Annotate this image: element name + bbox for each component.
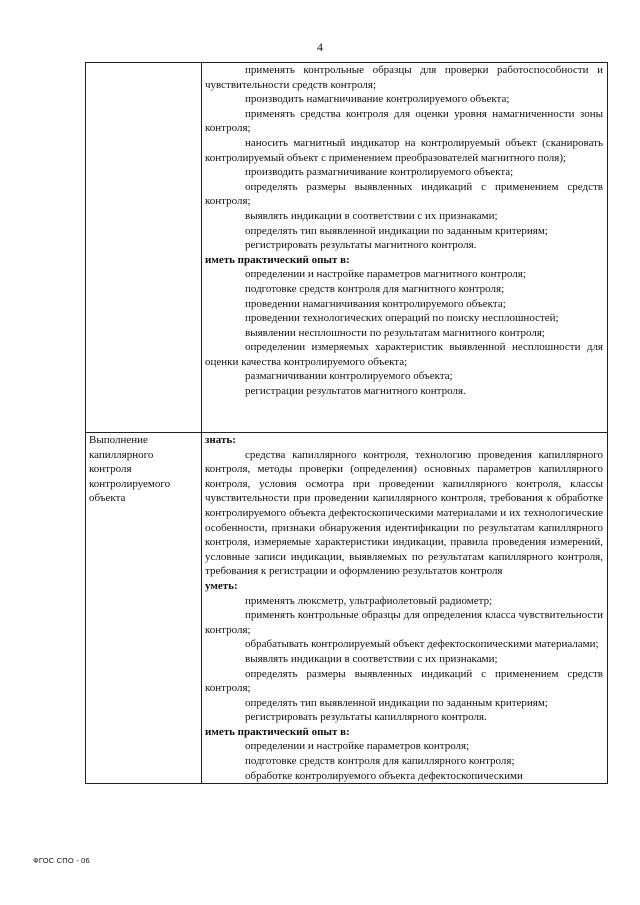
competency-table: [85, 62, 608, 784]
list-item: обработке контролируемого объекта дефектоскопическими: [245, 769, 523, 782]
row2-right-cell: [202, 433, 608, 784]
experience-heading: иметь практический опыт в:: [205, 725, 350, 738]
know-heading: знать:: [205, 434, 236, 446]
row1-right-cell: [202, 63, 608, 433]
list-item: размагничивании контролируемого объекта;: [245, 370, 453, 383]
table-row: [86, 433, 608, 784]
list-item: определять размеры выявленных индикаций с применением средств контроля;: [205, 667, 603, 695]
list-item: выявлении несплошности по результатам магнитного контроля;: [245, 326, 545, 339]
list-item: производить намагничивание контролируемого объекта;: [245, 93, 510, 106]
list-item: регистрации результатов магнитного контроля.: [245, 385, 466, 398]
list-item: выявлять индикации в соответствии с их признаками;: [245, 209, 498, 222]
page-number: 4: [317, 40, 323, 54]
list-item: применять люксметр, ультрафиолетовый радиометр;: [245, 594, 493, 607]
footer-code: ФГОС СПО - 06: [33, 856, 90, 865]
row1-left-cell: [86, 63, 202, 433]
list-item: обрабатывать контролируемый объект дефектоскопическими материалами;: [245, 638, 599, 651]
list-item: определении и настройке параметров магнитного контроля;: [245, 268, 526, 281]
list-item: определении измеряемых характеристик выявленной несплошности для оценки качества контролируемого объекта;: [205, 341, 603, 368]
skills-heading: уметь:: [205, 579, 238, 592]
list-item: регистрировать результаты магнитного контроля.: [245, 239, 477, 252]
list-item: регистрировать результаты капиллярного контроля.: [245, 711, 487, 724]
list-item: наносить магнитный индикатор на контролируемый объект (сканировать контролируемый объект с применением преобразователей магнитного поля);: [205, 136, 603, 164]
table-row: [86, 63, 608, 433]
list-item: проведении технологических операций по поиску несплошностей;: [245, 312, 559, 325]
list-item: подготовке средств контроля для капиллярного контроля;: [245, 755, 515, 768]
list-item: применять средства контроля для оценки уровня намагниченности зоны контроля;: [205, 107, 603, 135]
list-item: подготовке средств контроля для магнитного контроля;: [245, 282, 505, 295]
row2-left-cell: Выполнение капиллярного контроля контролируемого объекта: [86, 433, 202, 784]
know-text: средства капиллярного контроля, технологию проведения капиллярного контроля, методы проверки (определения) основных параметров капиллярного контроля, условия осмотра при проведении капиллярного контроля, классы чувствительности при проведении капиллярного контроля, требования к обработке контролируемого объекта дефектоскопическими материалами и их технологические особенности, признаки обнаружения идентификации по результатам капиллярного контроля, измеряемые характеристики индикации, правила проведения измерений, условные записи индикации, выявляемых по результатам капиллярного контроля, требования к регистрации и оформлению результатов контроля: [205, 448, 603, 578]
list-item: выявлять индикации в соответствии с их признаками;: [245, 652, 498, 665]
list-item: производить размагничивание контролируемого объекта;: [245, 166, 514, 179]
list-item: определять размеры выявленных индикаций с применением средств контроля;: [205, 180, 603, 208]
list-item: применять контрольные образцы для определения класса чувствительности контроля;: [205, 609, 603, 636]
list-item: применять контрольные образцы для проверки работоспособности и чувствительности средств контроля;: [205, 64, 603, 91]
list-item: определять тип выявленной индикации по заданным критериям;: [245, 696, 548, 709]
experience-heading: иметь практический опыт в:: [205, 253, 350, 266]
list-item: определении и настройке параметров контроля;: [245, 740, 470, 753]
list-item: определять тип выявленной индикации по заданным критериям;: [245, 224, 548, 237]
list-item: проведении намагничивания контролируемого объекта;: [245, 297, 506, 310]
